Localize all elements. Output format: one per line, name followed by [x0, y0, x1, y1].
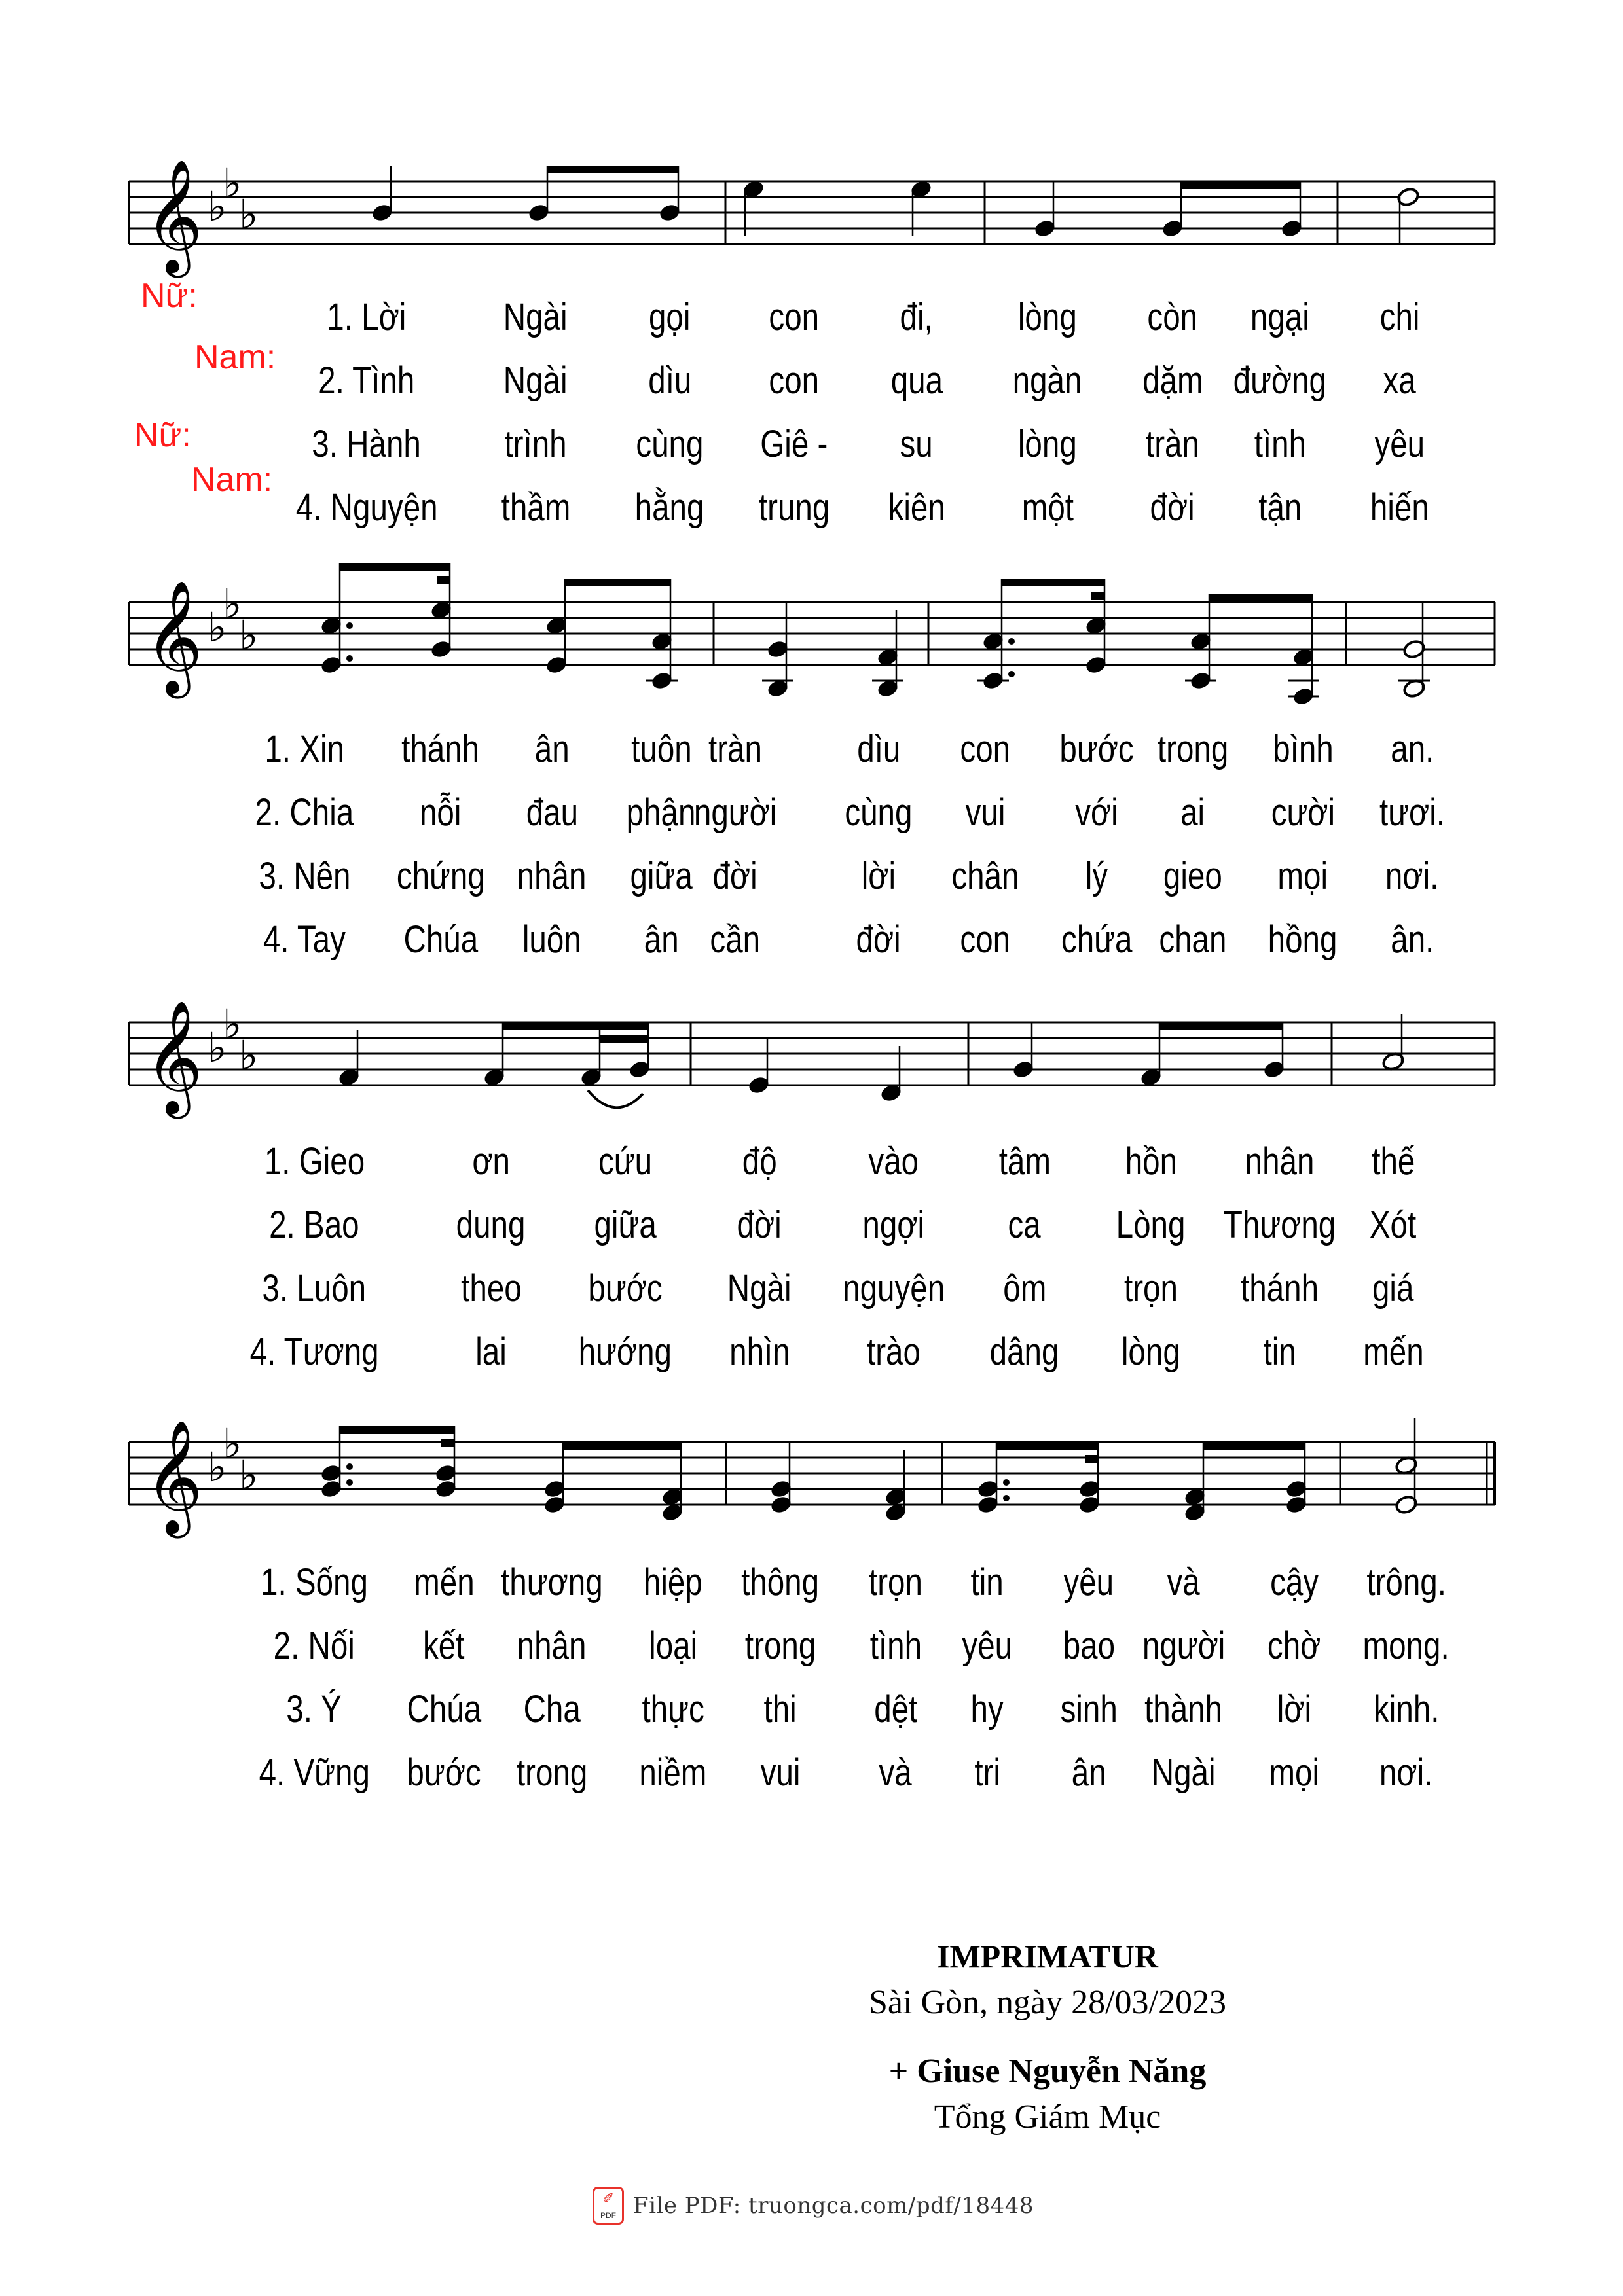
lyric-syllable: hồng	[1268, 918, 1338, 961]
lyric-syllable: trong	[1157, 728, 1229, 770]
beam-16th-stub	[437, 576, 450, 584]
pdf-footer-link[interactable]	[593, 2186, 1034, 2225]
flat-icon: ♭	[208, 1443, 227, 1491]
lyric-line-verse-4	[0, 917, 1623, 963]
lyric-syllable: lý	[1085, 855, 1108, 897]
lyric-syllable: Ngài	[503, 359, 568, 402]
flat-icon: ♭	[239, 1451, 259, 1499]
lyric-syllable: mến	[413, 1561, 475, 1604]
lyric-syllable: 2. Nối	[273, 1624, 356, 1667]
lyric-syllable: kinh.	[1373, 1688, 1440, 1731]
lyric-syllable: 2. Tình	[318, 359, 415, 402]
lyric-syllable: ân	[1071, 1751, 1106, 1794]
lyric-syllable: cùng	[845, 791, 913, 834]
lyric-syllable: ngàn	[1013, 359, 1082, 402]
lyric-syllable: dìu	[856, 728, 901, 770]
lyric-syllable: 1. Xin	[264, 728, 344, 770]
lyric-syllable: người	[693, 791, 777, 834]
treble-clef-icon: 𝄞	[145, 580, 203, 694]
lyric-syllable: Cha	[523, 1688, 581, 1731]
lyric-syllable: vào	[868, 1140, 919, 1183]
lyric-syllable: cậy	[1269, 1561, 1319, 1604]
lyric-syllable: tâm	[998, 1140, 1051, 1183]
lyric-syllable: tràn	[708, 728, 762, 770]
lyric-syllable: hiến	[1370, 486, 1429, 529]
lyric-syllable: tuôn	[630, 728, 692, 770]
lyric-line-verse-3	[0, 422, 1623, 467]
lyric-syllable: trung	[758, 486, 830, 529]
imprimatur-date: Sài Gòn, ngày 28/03/2023	[869, 1984, 1226, 2021]
lyric-syllable: với	[1075, 791, 1118, 834]
lyric-syllable: chan	[1159, 918, 1227, 961]
lyric-syllable: trông.	[1366, 1561, 1446, 1604]
lyric-syllable: 3. Nên	[258, 855, 351, 897]
lyric-syllable: bước	[1059, 728, 1134, 770]
lyric-syllable: thành	[1144, 1688, 1223, 1731]
lyric-syllable: tri	[974, 1751, 1000, 1794]
lyric-syllable: 3. Hành	[312, 423, 422, 465]
lyric-syllable: đời	[856, 918, 902, 961]
lyric-syllable: ân	[644, 918, 679, 961]
lyric-syllable: độ	[742, 1140, 777, 1183]
lyric-syllable: nơi.	[1379, 1751, 1433, 1794]
lyric-syllable: thầm	[501, 486, 570, 529]
augmentation-dot	[1008, 638, 1015, 645]
lyric-syllable: mọi	[1277, 855, 1328, 897]
lyric-line-verse-1	[0, 1139, 1623, 1185]
lyric-syllable: tin	[970, 1561, 1004, 1604]
beam	[547, 166, 678, 173]
augmentation-dot	[346, 655, 353, 662]
voice-label: Nữ:	[134, 416, 191, 454]
lyric-syllable: hằng	[635, 486, 704, 529]
lyric-syllable: thánh	[1241, 1267, 1319, 1310]
lyric-line-verse-2	[0, 1623, 1623, 1669]
flat-icon: ♭	[208, 183, 227, 230]
lyric-syllable: dặm	[1142, 359, 1203, 402]
lyric-syllable: vui	[965, 791, 1006, 834]
beam	[1181, 181, 1300, 189]
lyric-syllable: 1. Gieo	[264, 1140, 365, 1183]
treble-clef-icon: 𝄞	[145, 1000, 203, 1114]
imprimatur-signer: + Giuse Nguyễn Năng	[888, 2053, 1207, 2090]
lyric-syllable: thực	[642, 1688, 704, 1731]
lyric-syllable: giữa	[594, 1204, 657, 1246]
lyric-syllable: bước	[407, 1751, 481, 1794]
lyric-syllable: tin	[1263, 1331, 1297, 1373]
lyric-syllable: xa	[1383, 359, 1417, 402]
lyric-syllable: thi	[763, 1688, 797, 1731]
lyric-syllable: con	[960, 918, 1011, 961]
lyric-syllable: lời	[1277, 1688, 1312, 1731]
lyric-syllable: Lòng	[1116, 1204, 1186, 1246]
flat-icon: ♭	[223, 580, 242, 628]
lyric-syllable: đời	[712, 855, 758, 897]
pdf-file-icon	[593, 2187, 624, 2225]
lyric-syllable: giá	[1372, 1267, 1414, 1310]
lyric-syllable: chứng	[396, 855, 485, 897]
lyric-syllable: an.	[1390, 728, 1434, 770]
lyric-syllable: và	[1167, 1561, 1201, 1604]
lyric-syllable: lời	[861, 855, 896, 897]
staff-system-2	[129, 563, 1495, 707]
lyric-syllable: 4. Vững	[259, 1751, 370, 1794]
augmentation-dot	[1003, 1479, 1010, 1486]
lyric-line-verse-4	[0, 1329, 1623, 1375]
beam	[565, 579, 670, 586]
lyric-syllable: Giê -	[760, 423, 828, 465]
lyric-syllable: và	[879, 1751, 913, 1794]
flat-icon: ♭	[223, 1000, 242, 1048]
lyric-line-verse-1	[0, 295, 1623, 340]
lyric-syllable: cần	[710, 918, 761, 961]
lyric-syllable: thông	[741, 1561, 820, 1604]
beam	[1203, 1442, 1305, 1450]
lyric-syllable: hướng	[578, 1331, 672, 1373]
lyric-syllable: cười	[1271, 791, 1335, 834]
lyric-syllable: dung	[456, 1204, 526, 1246]
beam-16th	[600, 1035, 648, 1043]
lyric-syllable: nhân	[517, 855, 587, 897]
lyric-syllable: giữa	[630, 855, 693, 897]
lyric-syllable: đời	[1150, 486, 1195, 529]
lyric-syllable: 2. Bao	[269, 1204, 359, 1246]
treble-clef-icon: 𝄞	[145, 159, 203, 273]
lyric-line-verse-2	[0, 1202, 1623, 1248]
lyric-line-verse-1	[0, 1560, 1623, 1605]
beam	[996, 1442, 1098, 1450]
augmentation-dot	[346, 1463, 353, 1470]
lyric-syllable: ca	[1008, 1204, 1042, 1246]
treble-clef-icon: 𝄞	[145, 1420, 203, 1534]
lyric-syllable: luôn	[522, 918, 581, 961]
lyric-syllable: lòng	[1018, 296, 1077, 338]
lyric-syllable: thương	[501, 1561, 603, 1604]
beam	[1002, 579, 1104, 586]
lyric-syllable: qua	[890, 359, 943, 402]
lyric-syllable: kiên	[888, 486, 945, 529]
lyric-syllable: nỗi	[420, 791, 462, 834]
staff-system-4	[129, 1418, 1495, 1539]
pdf-icon-label: PDF	[600, 2211, 616, 2220]
lyric-syllable: trọn	[1124, 1267, 1178, 1310]
lyric-syllable: lòng	[1122, 1331, 1180, 1373]
lyric-syllable: loại	[648, 1624, 698, 1667]
lyric-syllable: gieo	[1163, 855, 1222, 897]
lyric-syllable: người	[1142, 1624, 1226, 1667]
beam-16th-stub	[1091, 592, 1104, 600]
lyric-syllable: còn	[1147, 296, 1198, 338]
beam	[340, 563, 450, 571]
lyric-syllable: chờ	[1267, 1624, 1321, 1667]
flat-icon: ♭	[223, 1420, 242, 1467]
lyric-syllable: bình	[1272, 728, 1334, 770]
lyric-syllable: ơn	[472, 1140, 510, 1183]
lyric-line-verse-2	[0, 790, 1623, 836]
lyric-syllable: tràn	[1146, 423, 1199, 465]
lyric-syllable: dệt	[873, 1688, 918, 1731]
augmentation-dot	[1008, 671, 1015, 677]
lyric-syllable: con	[769, 296, 820, 338]
lyric-line-verse-4	[0, 485, 1623, 531]
lyric-syllable: cứu	[598, 1140, 653, 1183]
lyric-syllable: cùng	[636, 423, 704, 465]
lyric-syllable: ân	[534, 728, 570, 770]
lyric-syllable: trong	[744, 1624, 816, 1667]
lyric-syllable: đường	[1233, 359, 1327, 402]
beam-16th-stub	[441, 1439, 454, 1447]
lyric-syllable: niềm	[639, 1751, 707, 1794]
lyric-syllable: tươi.	[1379, 791, 1446, 834]
lyric-syllable: ngại	[1250, 296, 1309, 338]
lyric-syllable: ôm	[1002, 1267, 1047, 1310]
lyric-syllable: ngợi	[862, 1204, 925, 1246]
lyric-syllable: lai	[475, 1331, 507, 1373]
lyric-syllable: Ngài	[727, 1267, 792, 1310]
lyric-syllable: sinh	[1060, 1688, 1118, 1731]
lyric-syllable: Ngài	[1152, 1751, 1216, 1794]
lyric-syllable: nhân	[517, 1624, 587, 1667]
beam	[1159, 1022, 1283, 1030]
voice-label: Nữ:	[141, 277, 198, 315]
lyric-syllable: hồn	[1125, 1140, 1177, 1183]
lyric-syllable: vui	[760, 1751, 801, 1794]
lyric-syllable: yêu	[1063, 1561, 1114, 1604]
lyric-syllable: mong.	[1362, 1624, 1450, 1667]
lyric-syllable: chi	[1379, 296, 1420, 338]
lyric-syllable: hy	[970, 1688, 1004, 1731]
lyric-syllable: tận	[1258, 486, 1302, 529]
lyric-line-verse-4	[0, 1750, 1623, 1796]
lyric-syllable: 4. Tay	[263, 918, 346, 961]
voice-label: Nam:	[194, 338, 276, 376]
lyric-syllable: hiệp	[644, 1561, 702, 1604]
beam	[1209, 594, 1312, 602]
lyric-syllable: chứa	[1061, 918, 1133, 961]
lyric-line-verse-1	[0, 726, 1623, 772]
lyric-syllable: thế	[1371, 1140, 1415, 1183]
imprimatur-title: IMPRIMATUR	[937, 1938, 1158, 1975]
augmentation-dot	[346, 622, 353, 629]
lyric-syllable: thánh	[401, 728, 480, 770]
imprimatur-role: Tổng Giám Mục	[934, 2098, 1161, 2136]
lyric-syllable: trình	[504, 423, 567, 465]
lyric-syllable: 3. Luôn	[262, 1267, 367, 1310]
lyric-syllable: yêu	[962, 1624, 1013, 1667]
lyric-syllable: con	[960, 728, 1011, 770]
lyric-syllable: dìu	[647, 359, 692, 402]
lyric-syllable: 1. Lời	[327, 296, 407, 338]
beam-16th-stub	[1085, 1455, 1098, 1463]
lyric-syllable: tình	[869, 1624, 922, 1667]
lyric-line-verse-2	[0, 358, 1623, 404]
lyric-syllable: chân	[951, 855, 1019, 897]
lyric-syllable: 1. Sống	[261, 1561, 368, 1604]
lyric-syllable: yêu	[1374, 423, 1425, 465]
lyric-syllable: 4. Nguyện	[295, 486, 438, 529]
lyric-syllable: Ngài	[503, 296, 568, 338]
lyric-syllable: nguyện	[842, 1267, 945, 1310]
beam	[503, 1022, 648, 1030]
flat-icon: ♭	[239, 1031, 259, 1079]
flat-icon: ♭	[239, 611, 259, 659]
lyric-syllable: nơi.	[1385, 855, 1439, 897]
voice-label: Nam:	[191, 461, 273, 499]
lyric-syllable: đời	[737, 1204, 782, 1246]
pdf-footer-text[interactable]: File PDF: truongca.com/pdf/18448	[633, 2193, 1034, 2219]
flat-icon: ♭	[208, 603, 227, 651]
lyric-syllable: theo	[460, 1267, 522, 1310]
augmentation-dot	[346, 1479, 353, 1486]
lyric-syllable: Xót	[1370, 1204, 1417, 1246]
lyric-syllable: nhân	[1245, 1140, 1315, 1183]
lyric-line-verse-3	[0, 1687, 1623, 1732]
lyric-syllable: 4. Tương	[249, 1331, 379, 1373]
lyric-syllable: dâng	[990, 1331, 1059, 1373]
lyric-syllable: một	[1021, 486, 1074, 529]
flat-icon: ♭	[223, 159, 242, 207]
lyric-syllable: đau	[526, 791, 578, 834]
lyric-syllable: trào	[867, 1331, 921, 1373]
lyric-syllable: tình	[1254, 423, 1306, 465]
lyric-syllable: ai	[1180, 791, 1205, 834]
lyric-syllable: trong	[516, 1751, 588, 1794]
lyric-syllable: bước	[588, 1267, 663, 1310]
slur	[588, 1090, 643, 1107]
acrobat-icon: ✐	[602, 2191, 615, 2207]
lyric-line-verse-3	[0, 1266, 1623, 1312]
lyric-syllable: 3. Ý	[286, 1688, 342, 1731]
lyric-syllable: gọi	[649, 296, 691, 338]
lyric-syllable: kết	[423, 1624, 465, 1667]
lyric-syllable: Chúa	[403, 918, 478, 961]
lyric-syllable: su	[900, 423, 934, 465]
lyric-syllable: ân.	[1390, 918, 1434, 961]
lyric-syllable: Thương	[1224, 1204, 1336, 1246]
lyric-syllable: nhìn	[729, 1331, 790, 1373]
flat-icon: ♭	[208, 1024, 227, 1071]
lyric-syllable: 2. Chia	[255, 791, 354, 834]
lyric-syllable: Chúa	[407, 1688, 481, 1731]
lyric-syllable: trọn	[869, 1561, 922, 1604]
flat-icon: ♭	[239, 190, 259, 238]
staff-system-1	[129, 159, 1495, 278]
lyric-syllable: mọi	[1269, 1751, 1320, 1794]
lyric-syllable: mến	[1362, 1331, 1424, 1373]
augmentation-dot	[1003, 1495, 1010, 1501]
lyric-line-verse-3	[0, 853, 1623, 899]
lyric-syllable: đi,	[900, 296, 934, 338]
lyric-syllable: con	[769, 359, 820, 402]
beam	[563, 1442, 681, 1450]
lyric-syllable: bao	[1063, 1624, 1115, 1667]
beam	[340, 1426, 454, 1434]
staff-system-3	[129, 1000, 1495, 1119]
lyric-syllable: phận	[627, 791, 696, 834]
lyric-syllable: lòng	[1018, 423, 1077, 465]
